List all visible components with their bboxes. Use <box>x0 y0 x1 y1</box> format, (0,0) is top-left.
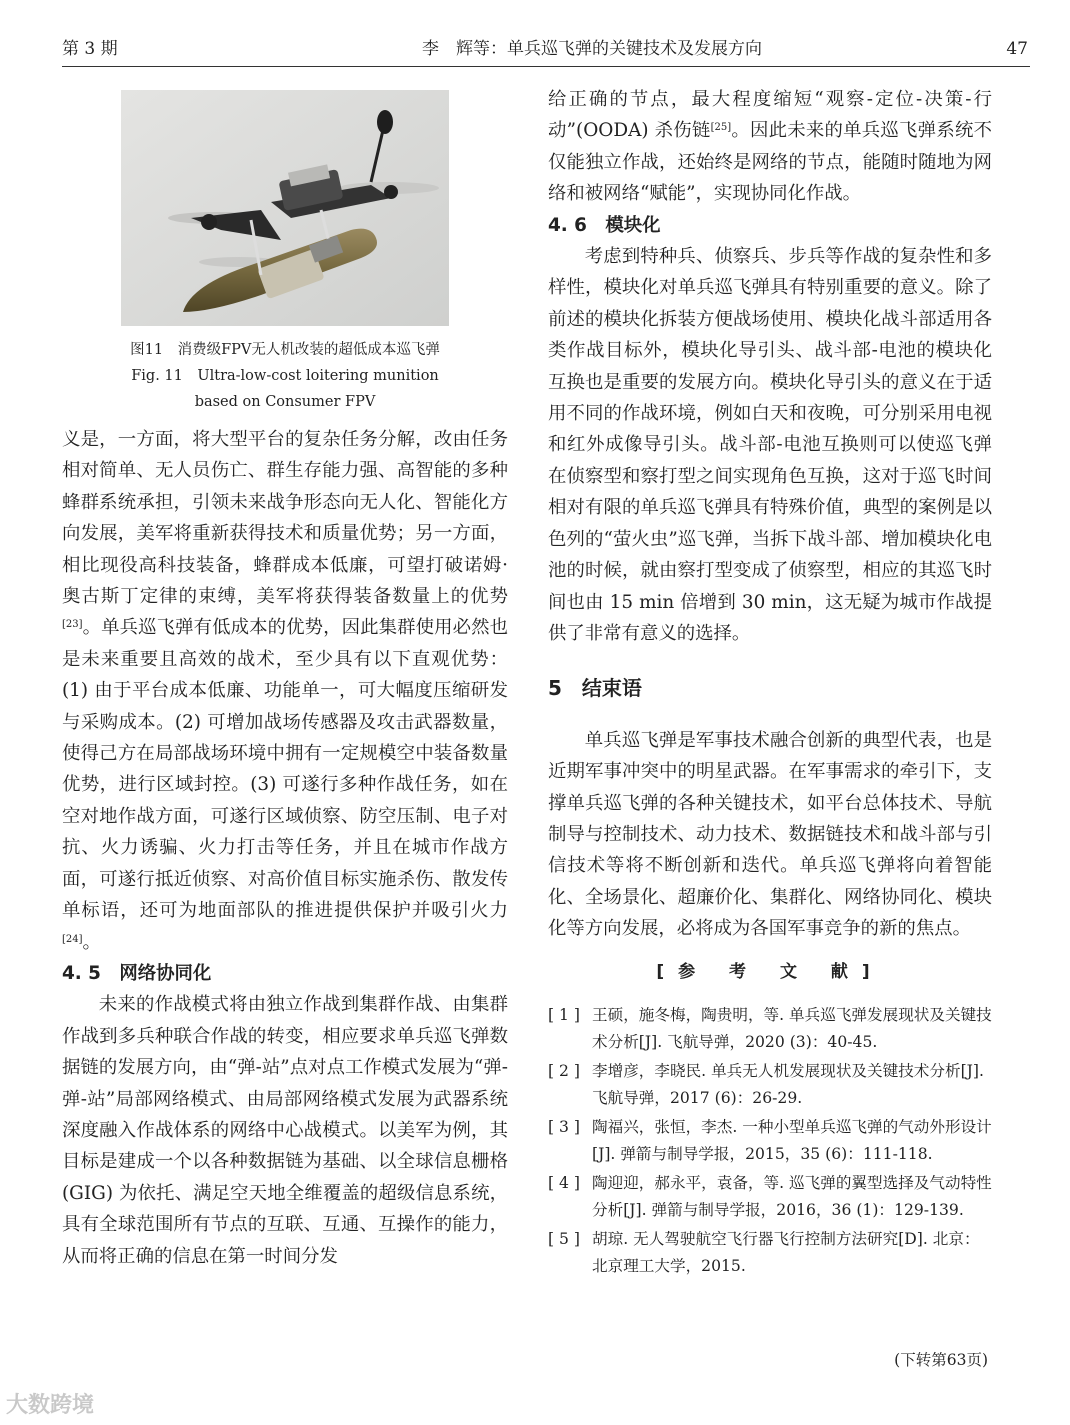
reference-text: 陶福兴，张恒，李杰. 一种小型单兵巡飞弹的气动外形设计[J]. 弹箭与制导学报，2015，35 (6)：111-118. <box>592 1117 992 1163</box>
paragraph-text: 。因此未来的单兵巡飞弹系统不仅能独立作战，还始终是网络的节点，能随时随地为网络和被网络“赋能”，实现协同化作战。 <box>548 120 992 205</box>
reference-item <box>548 1114 992 1168</box>
continued-note: (下转第63页) <box>894 1351 988 1369</box>
paragraph-text: 义是，一方面，将大型平台的复杂任务分解，改由任务相对简单、无人员伤亡、群生存能力强、高智能的多种蜂群系统承担，引领未来战争形态向无人化、智能化方向发展，美军将重新获得技术和质量优势；另一方面，相比现役高科技装备，蜂群成本低廉，可望打破诺姆·奥古斯丁定律的束缚，美军将获得装备数量上的优势 <box>62 429 508 608</box>
reference-number: [ 2 ] <box>548 1061 581 1080</box>
page-number: 47 <box>1006 39 1028 59</box>
paragraph-text: 给正确的节点，最大程度缩短“观察-定位-决策-行动”(OODA) 杀伤链 <box>548 89 992 142</box>
watermark-logo: 大数跨境 <box>6 1393 95 1418</box>
paragraph: 未来的作战模式将由独立作战到集群作战、由集群作战到多兵种联合作战的转变，相应要求单兵巡飞弹数据链的发展方向，由“弹-站”点对点工作模式发展为“弹-弹-站”局部网络模式、由局部网络模式发展为武器系统深度融入作战体系的网络中心战模式。以美军为例，其目标是建成一个以各种数据链为基础、以全球信息栅格(GIG) 为依托、满足空天地全维覆盖的超级信息系统，具有全球范围所有节点的互联、互通、互操作的能力，从而将正确的信息在第一时间分发 <box>62 994 508 1267</box>
paragraph-text: 。 <box>82 931 101 953</box>
running-header <box>62 36 1030 67</box>
reference-number: [ 4 ] <box>548 1173 581 1192</box>
references-title: [参 考 文 献] <box>656 961 884 982</box>
reference-text: 胡琼. 无人驾驶航空飞行器飞行控制方法研究[D]. 北京：北京理工大学，2015. <box>592 1229 980 1275</box>
right-column <box>548 84 992 1282</box>
section-heading-5: 5 结束语 <box>548 676 642 701</box>
section-heading-4-6: 4. 6 模块化 <box>548 214 661 236</box>
reference-item <box>548 1002 992 1056</box>
reference-item <box>548 1226 992 1280</box>
reference-item <box>548 1058 992 1112</box>
issue-number: 第 3 期 <box>62 39 118 59</box>
section-heading-4-5: 4. 5 网络协同化 <box>62 962 212 984</box>
running-title: 李 辉等：单兵巡飞弹的关键技术及发展方向 <box>422 39 762 59</box>
figure-caption-en-2: based on Consumer FPV <box>194 394 376 410</box>
reference-item <box>548 1170 992 1224</box>
paragraph: 考虑到特种兵、侦察兵、步兵等作战的复杂性和多样性，模块化对单兵巡飞弹具有特别重要的意义。除了前述的模块化拆装方便战场使用、模块化战斗部适用各类作战目标外，模块化导引头、战斗部-电池的模块化互换也是重要的发展方向。模块化导引头的意义在于适用不同的作战环境，例如白天和夜晚，可分别采用电视和红外成像导引头。战斗部-电池互换则可以使巡飞弹在侦察型和察打型之间实现角色互换，这对于巡飞时间相对有限的单兵巡飞弹具有特殊价值，典型的案例是以色列的“萤火虫”巡飞弹，当拆下战斗部、增加模块化电池的时候，就由察打型变成了侦察型，相应的其巡飞时间也由 15 min 倍增到 30 min，这无疑为城市作战提供了非常有意义的选择。 <box>548 246 992 644</box>
reference-number: [ 1 ] <box>548 1005 581 1024</box>
reference-list <box>548 1002 992 1280</box>
figure-caption-cn: 图11 消费级FPV无人机改装的超低成本巡飞弹 <box>130 342 440 358</box>
paragraph-text: 。单兵巡飞弹有低成本的优势，因此集群使用必然也是未来重要且高效的战术，至少具有以下直观优势：(1) 由于平台成本低廉、功能单一，可大幅度压缩研发与采购成本。(2) 可增加战场传感器及攻击武器数量，使得己方在局部战场环境中拥有一定规模空中装备数量优势，进行区域封控。(3) 可遂行多种作战任务，如在空对地作战方面，可遂行区域侦察、防空压制、电子对抗、火力诱骗、火力打击等任务，并且在城市作战方面，可遂行抵近侦察、对高价值目标实施杀伤、散发传单标语，还可为地面部队的推进提供保护并吸引火力 <box>62 617 508 922</box>
fpv-drone-image <box>121 90 449 326</box>
figure-caption-en-1: Fig. 11 Ultra-low-cost loitering munition <box>131 368 439 384</box>
citation: [23] <box>62 619 83 631</box>
paragraph <box>62 424 508 958</box>
paragraph: 单兵巡飞弹是军事技术融合创新的典型代表，也是近期军事冲突中的明星武器。在军事需求的牵引下，支撑单兵巡飞弹的各种关键技术，如平台总体技术、导航制导与控制技术、动力技术、数据链技术和战斗部与引信技术等将不断创新和迭代。单兵巡飞弹将向着智能化、全场景化、超廉价化、集群化、网络协同化、模块化等方向发展，必将成为各国军事竞争的新的焦点。 <box>548 729 992 940</box>
reference-text: 王硕，施冬梅，陶贵明，等. 单兵巡飞弹发展现状及关键技术分析[J]. 飞航导弹，2020 (3)：40-45. <box>592 1005 992 1051</box>
reference-number: [ 3 ] <box>548 1117 581 1136</box>
reference-number: [ 5 ] <box>548 1229 581 1248</box>
reference-text: 李增彦，李晓民. 单兵无人机发展现状及关键技术分析[J]. 飞航导弹，2017 (6)：26-29. <box>592 1061 984 1107</box>
reference-text: 陶迎迎，郝永平，袁备，等. 巡飞弹的翼型选择及气动特性分析[J]. 弹箭与制导学报，2016，36 (1)：129-139. <box>592 1173 992 1219</box>
citation: [24] <box>62 933 83 945</box>
citation: [25] <box>710 122 732 134</box>
paragraph <box>548 84 992 210</box>
left-column <box>62 424 508 1272</box>
figure-11-photo <box>121 90 449 326</box>
